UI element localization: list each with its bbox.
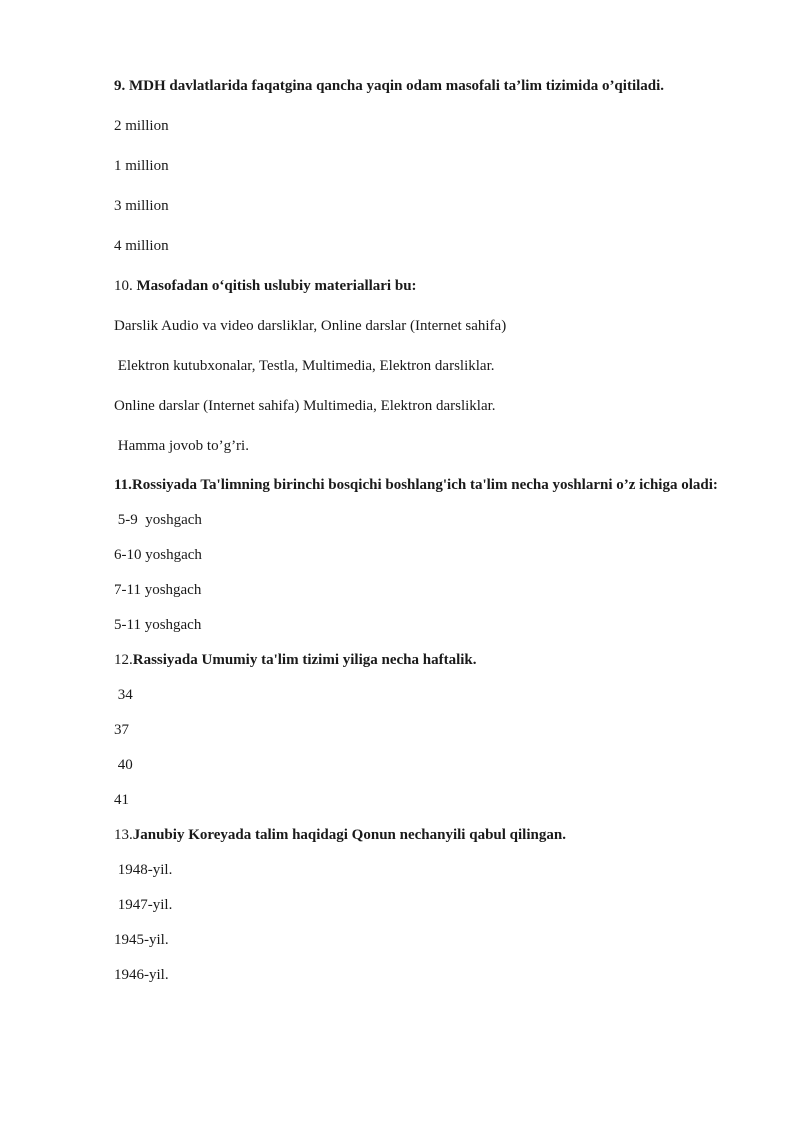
answer-option: 1947-yil. — [114, 897, 173, 913]
question-text: Masofadan o‘qitish uslubiy materiallari bu: — [136, 278, 417, 294]
question-12 — [114, 650, 742, 671]
answer-option: Darslik Audio va video darsliklar, Online darslar (Internet sahifa) — [114, 318, 507, 334]
document-page — [114, 76, 742, 985]
answer-option: 1 million — [114, 158, 169, 174]
answer-option: 34 — [114, 687, 133, 703]
question-text: Janubiy Koreyada talim haqidagi Qonun nechanyili qabul qilingan. — [132, 827, 566, 843]
question-number: 9. — [114, 78, 126, 94]
answer-option: 1948-yil. — [114, 862, 173, 878]
question-text: Rossiyada Ta'limning birinchi bosqichi boshlang'ich ta'lim necha yoshlarni o’z ichiga oladi: — [131, 477, 718, 493]
answer-option: 6-10 yoshgach — [114, 547, 202, 563]
answer-option: 41 — [114, 792, 129, 808]
question-text: Rassiyada Umumiy ta'lim tizimi yiliga necha haftalik. — [132, 652, 477, 668]
question-text: MDH davlatlarida faqatgina qancha yaqin odam masofali ta’lim tizimida o’qitiladi. — [125, 78, 665, 94]
answer-option: 2 million — [114, 118, 169, 134]
question-number: 13. — [114, 827, 133, 843]
answer-option: 1945-yil. — [114, 932, 169, 948]
answer-option: 5-11 yoshgach — [114, 617, 202, 633]
answer-option: 4 million — [114, 238, 169, 254]
answer-option: 40 — [114, 757, 133, 773]
question-11 — [114, 475, 742, 496]
question-number: 11. — [114, 477, 132, 493]
answer-option: 7-11 yoshgach — [114, 582, 202, 598]
answer-option: 5-9 yoshgach — [114, 512, 202, 528]
question-13 — [114, 825, 742, 846]
question-number: 10. — [114, 278, 137, 294]
answer-option: 1946-yil. — [114, 967, 169, 983]
answer-option: Online darslar (Internet sahifa) Multimedia, Elektron darsliklar. — [114, 398, 496, 414]
answer-option: Elektron kutubxonalar, Testla, Multimedia, Elektron darsliklar. — [114, 358, 495, 374]
answer-option: 3 million — [114, 198, 169, 214]
question-number: 12. — [114, 652, 133, 668]
answer-option: Hamma jovob to’g’ri. — [114, 438, 249, 454]
answer-option: 37 — [114, 722, 129, 738]
question-9 — [114, 76, 742, 97]
question-10 — [114, 276, 742, 297]
